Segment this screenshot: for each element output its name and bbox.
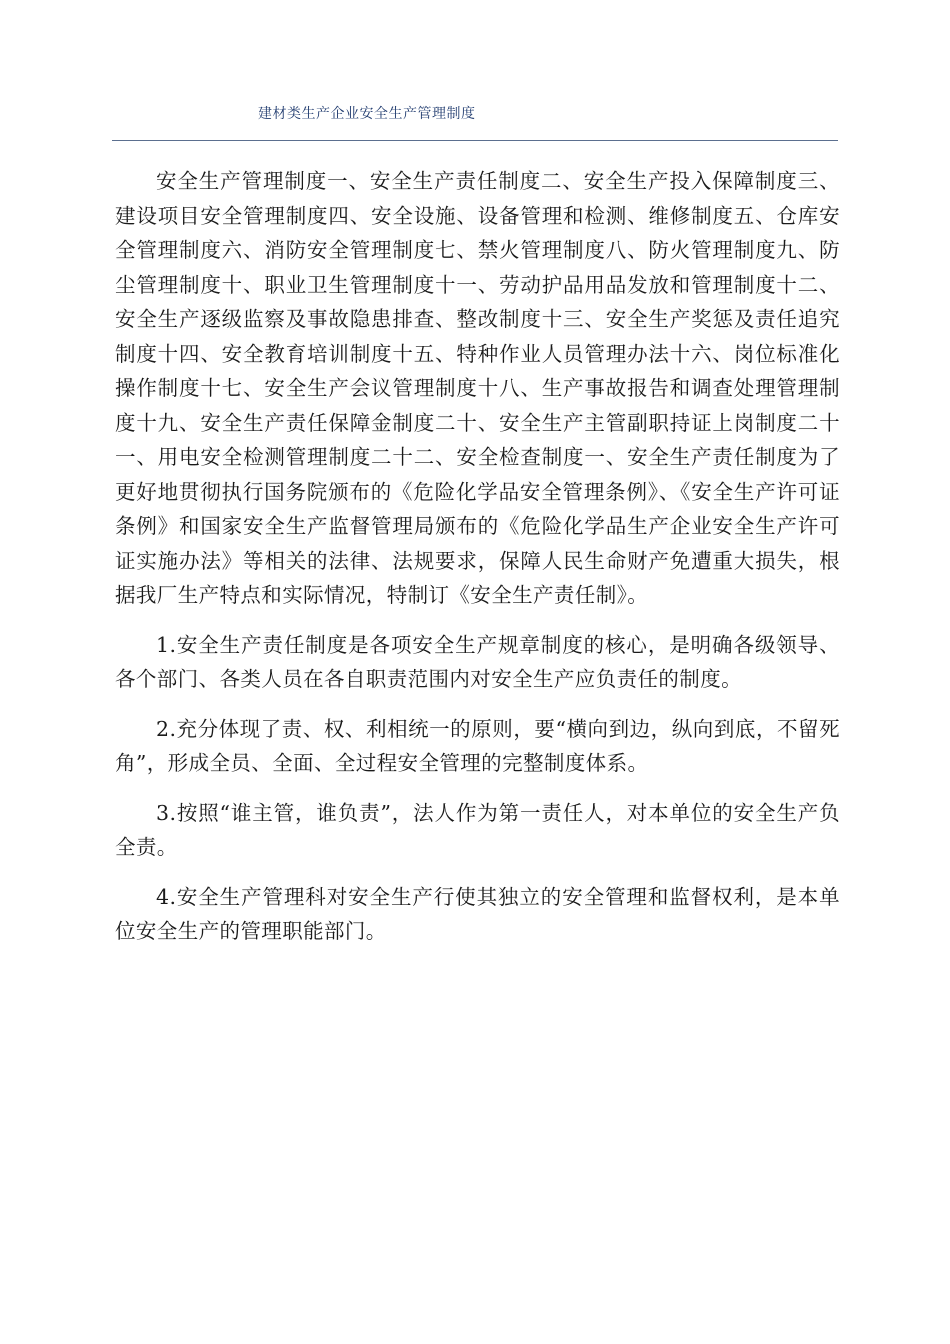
paragraph-item-2: 2.充分体现了责、权、利相统一的原则，要“横向到边，纵向到底，不留死角”，形成全员、全面、全过程安全管理的完整制度体系。 [115, 716, 840, 775]
running-header-title: 建材类生产企业安全生产管理制度 [258, 106, 476, 122]
paragraph-item-1: 1.安全生产责任制度是各项安全生产规章制度的核心，是明确各级领导、各个部门、各类人员在各自职责范围内对安全生产应负责任的制度。 [115, 632, 840, 691]
header-rule [112, 140, 838, 141]
document-body [115, 164, 840, 949]
paragraph-item-3: 3.按照“谁主管，谁负责”，法人作为第一责任人，对本单位的安全生产负全责。 [115, 800, 840, 859]
paragraph-item-4: 4.安全生产管理科对安全生产行使其独立的安全管理和监督权利，是本单位安全生产的管理职能部门。 [115, 884, 840, 943]
paragraph-intro: 安全生产管理制度一、安全生产责任制度二、安全生产投入保障制度三、建设项目安全管理制度四、安全设施、设备管理和检测、维修制度五、仓库安全管理制度六、消防安全管理制度七、禁火管理制度八、防火管理制度九、防尘管理制度十、职业卫生管理制度十一、劳动护品用品发放和管理制度十二、安全生产逐级监察及事故隐患排查、整改制度十三、安全生产奖惩及责任追究制度十四、安全教育培训制度十五、特种作业人员管理办法十六、岗位标准化操作制度十七、安全生产会议管理制度十八、生产事故报告和调查处理管理制度十九、安全生产责任保障金制度二十、安全生产主管副职持证上岗制度二十一、用电安全检测管理制度二十二、安全检查制度一、安全生产责任制度为了更好地贯彻执行国务院颁布的《危险化学品安全管理条例》、《安全生产许可证条例》和国家安全生产监督管理局颁布的《危险化学品生产企业安全生产许可证实施办法》等相关的法律、法规要求，保障人民生命财产免遭重大损失，根据我厂生产特点和实际情况，特制订《安全生产责任制》。 [115, 169, 840, 607]
